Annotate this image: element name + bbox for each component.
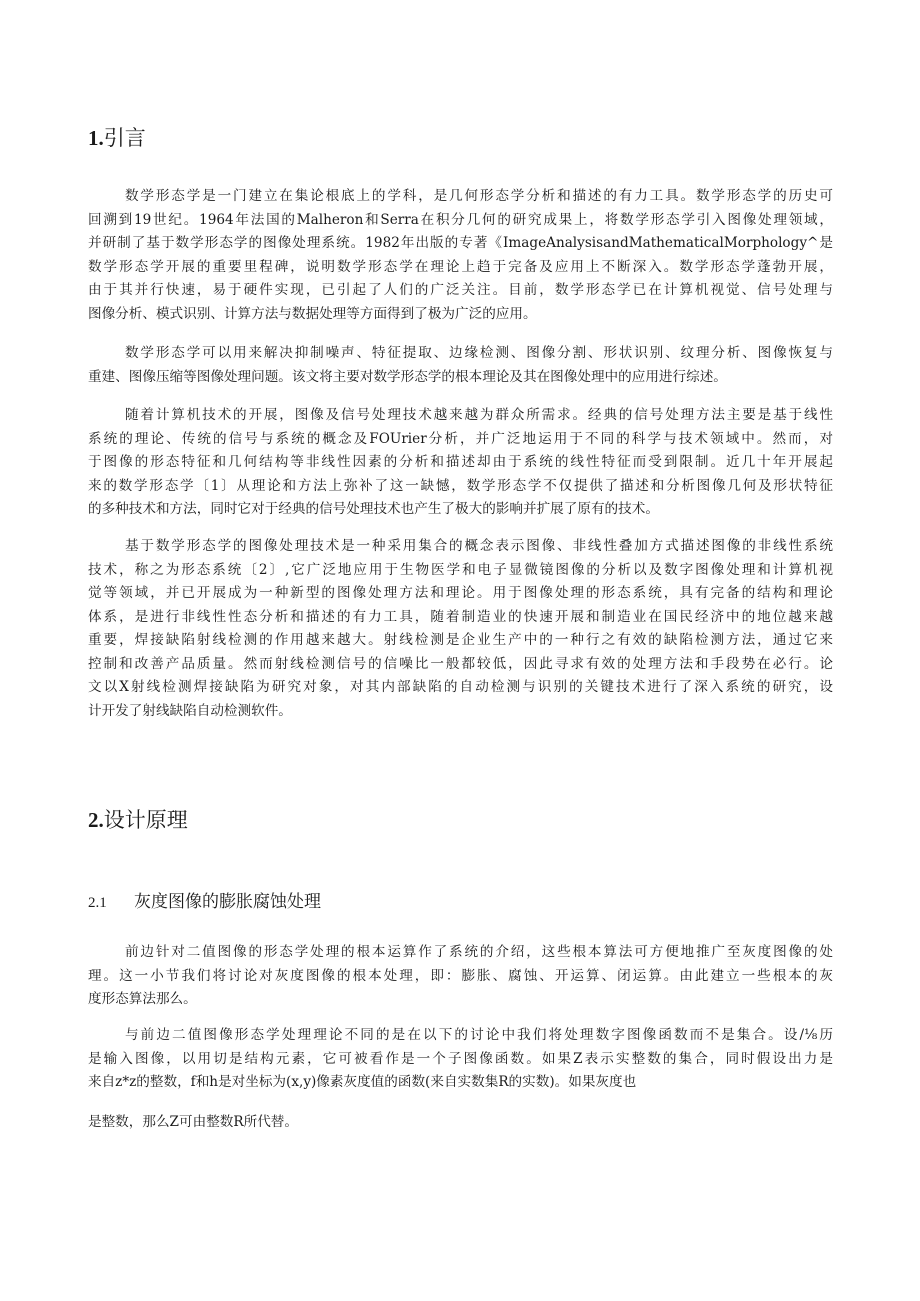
text-line: 回溯到19世纪。1964年法国的Malheron和Serra在积分几何的研究成果上，将数学形态学引入图像处理领域， — [88, 211, 833, 228]
text-line: 的多种技术和方法，同时它对于经典的信号处理技术也产生了极大的影响并扩展了原有的技术。 — [88, 501, 659, 517]
paragraph — [88, 535, 833, 723]
paragraph — [88, 342, 833, 389]
text-line: 重建、图像压缩等图像处理问题。该文将主要对数学形态学的根本理论及其在图像处理中的应用进行综述。 — [88, 368, 727, 385]
text-line: 并研制了基于数学形态学的图像处理系统。1982年出版的专著《ImageAnalysisandMathematicalMorphology^是 — [88, 235, 833, 251]
paragraph — [88, 1024, 833, 1095]
text-line: 计开发了射线缺陷自动检测软件。 — [88, 702, 292, 719]
subsection-heading — [88, 890, 321, 915]
text-line: 来自z*z的整数，f和h是对坐标为(x,y)像素灰度值的函数(来自实数集R的实数)。如果灰度也 — [88, 1074, 637, 1090]
text-line: 数学形态学开展的重要里程碑，说明数学形态学在理论上趋于完备及应用上不断深入。数学形态学蓬勃开展， — [88, 258, 833, 275]
text-line: 文以X射线检测焊接缺陷为研究对象，对其内部缺陷的自动检测与识别的关键技术进行了深入系统的研究，设 — [88, 679, 833, 695]
text-line: 理。这一小节我们将讨论对灰度图像的根本处理，即：膨胀、腐蚀、开运算、闭运算。由此建立一些根本的灰 — [88, 967, 833, 984]
section-title: 引言 — [103, 126, 146, 150]
text-line: 是输入图像，以用切是结构元素，它可被看作是一个子图像函数。如果Z表示实整数的集合，同时假设出力是 — [88, 1050, 833, 1067]
subsection-title: 灰度图像的膨胀腐蚀处理 — [134, 892, 321, 912]
text-line: 随着计算机技术的开展，图像及信号处理技术越来越为群众所需求。经典的信号处理方法主要是基于线性 — [125, 407, 833, 423]
subsection-number: 2.1 — [88, 895, 107, 911]
text-line: 是整数，那么Z可由整数R所代替。 — [88, 1114, 298, 1130]
section-title: 设计原理 — [103, 808, 188, 832]
text-line: 图像分析、模式识别、计算方法与数据处理等方面得到了极为广泛的应用。 — [88, 305, 537, 322]
text-line: 数学形态学是一门建立在集论根底上的学科，是几何形态学分析和描述的有力工具。数学形态学的历史可 — [125, 188, 833, 204]
text-line: 前边针对二值图像的形态学处理的根本运算作了系统的介绍，这些根本算法可方便地推广至灰度图像的处 — [125, 944, 833, 960]
text-line: 由于其并行快速，易于硬件实现，已引起了人们的广泛关注。目前，数学形态学已在计算机视觉、信号处理与 — [88, 282, 833, 298]
paragraph — [88, 1111, 833, 1135]
text-line: 控制和改善产品质量。然而射线检测信号的信噪比一般都较低，因此寻求有效的处理方法和手段势在必行。论 — [88, 655, 833, 672]
text-line: 系统的理论、传统的信号与系统的概念及FOUrier分析，并广泛地运用于不同的科学与技术领域中。然而，对 — [88, 430, 833, 447]
section-heading-design-principle — [88, 806, 188, 834]
text-line: 体系，是进行非线性性态分析和描述的有力工具，随着制造业的快速开展和制造业在国民经济中的地位越来越 — [88, 608, 833, 625]
section-number: 1. — [88, 126, 104, 150]
text-line: 数学形态学可以用来解决抑制噪声、特征提取、边缘检测、图像分割、形状识别、纹理分析、图像恢复与 — [125, 345, 833, 361]
text-line: 觉等领域，并已开展成为一种新型的图像处理方法和理论。用于图像处理的形态系统，具有完备的结构和理论 — [88, 585, 833, 601]
text-line: 来的数学形态学〔1〕从理论和方法上弥补了这一缺憾，数学形态学不仅提供了描述和分析图像几何及形状特征 — [88, 477, 833, 494]
text-line: 基于数学形态学的图像处理技术是一种采用集合的概念表示图像、非线性叠加方式描述图像的非线性系统 — [125, 538, 833, 554]
section-number: 2. — [88, 808, 104, 832]
text-line: 与前边二值图像形态学处理理论不同的是在以下的讨论中我们将处理数字图像函数而不是集合。设/⅛历 — [125, 1027, 833, 1043]
paragraph — [88, 185, 833, 326]
paragraph — [88, 404, 833, 522]
section-heading-introduction — [88, 124, 146, 152]
paragraph — [88, 941, 833, 1012]
text-line: 技术，称之为形态系统〔2〕,它广泛地应用于生物医学和电子显微镜图像的分析以及数字图像处理和计算机视 — [88, 561, 833, 578]
text-line: 于图像的形态特征和几何结构等非线性因素的分析和描述却由于系统的线性特征而受到限制。近几十年开展起 — [88, 454, 833, 470]
text-line: 重要，焊接缺陷射线检测的作用越来越大。射线检测是企业生产中的一种行之有效的缺陷检测方法，通过它来 — [88, 632, 833, 648]
text-line: 度形态算法那么。 — [88, 991, 197, 1007]
